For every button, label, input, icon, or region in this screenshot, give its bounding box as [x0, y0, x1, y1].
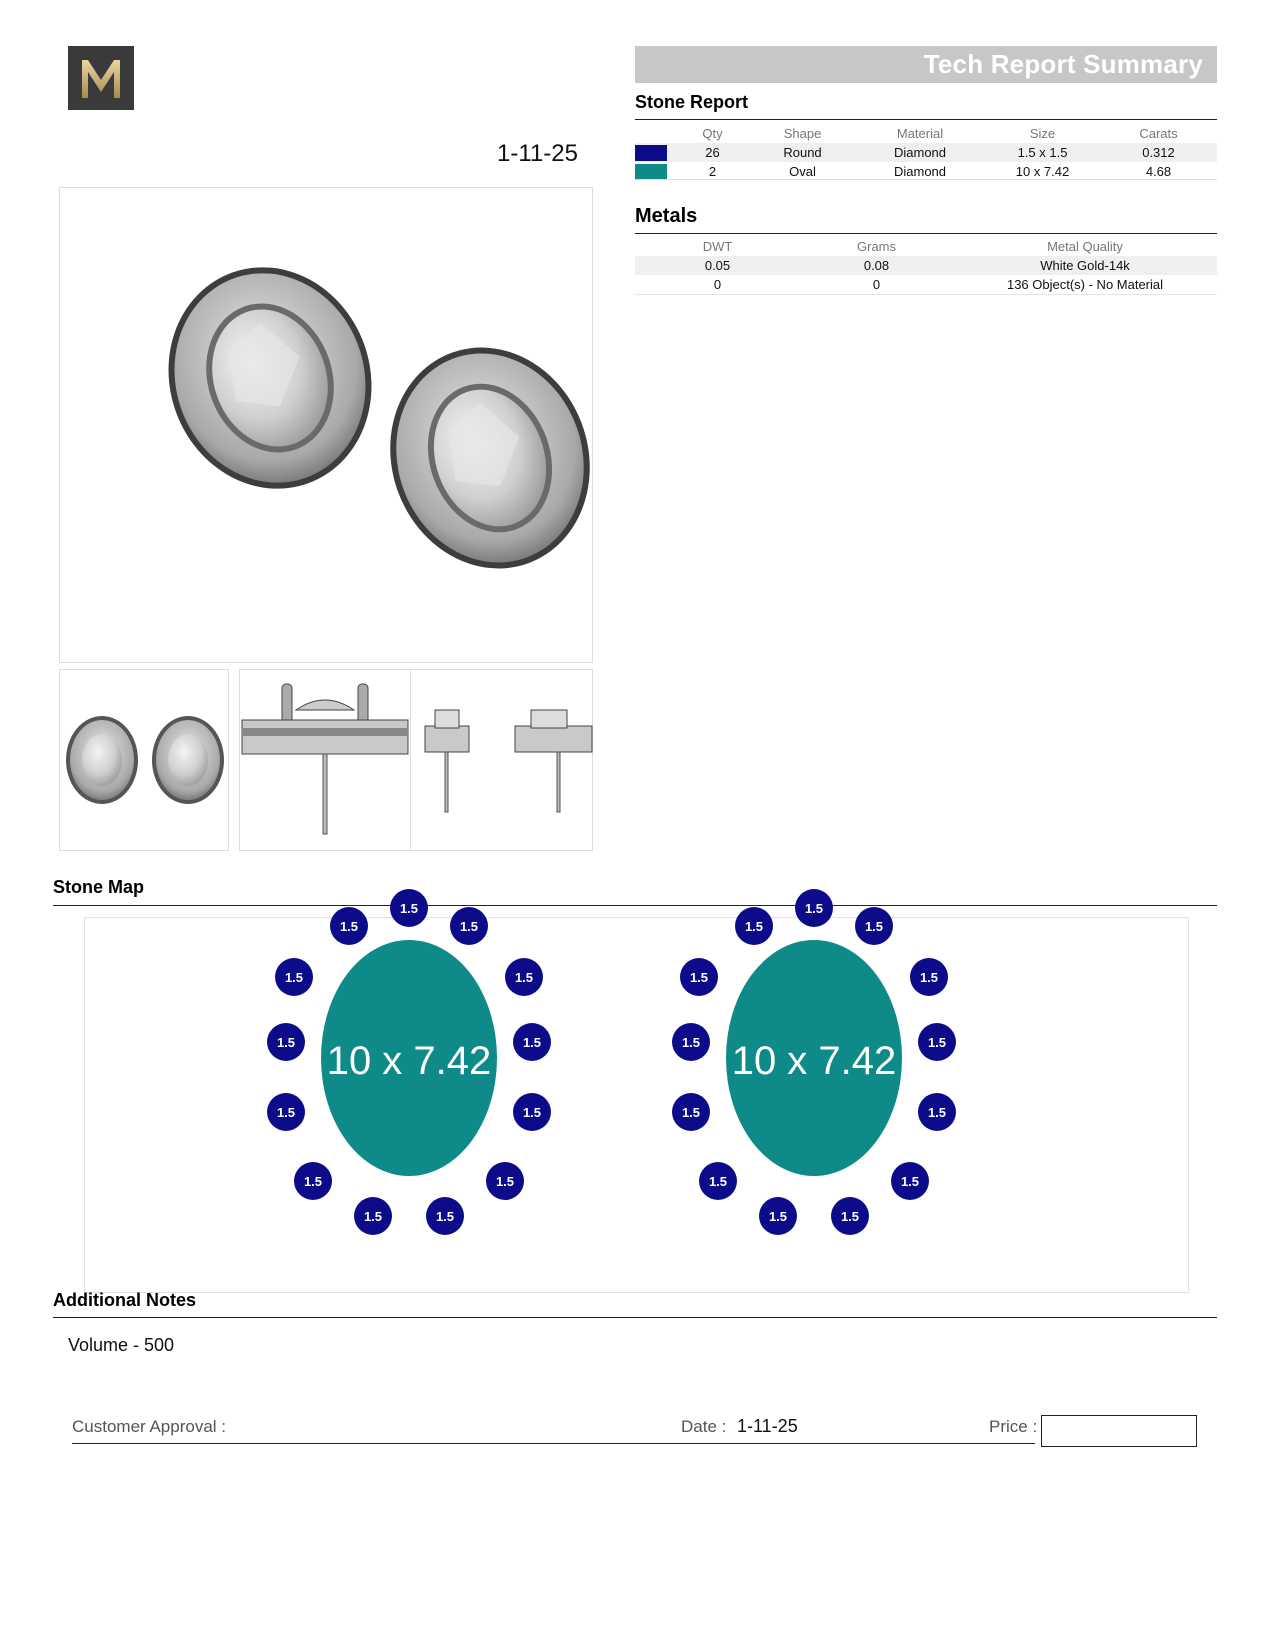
stone-color-swatch: [635, 145, 667, 161]
stone-size: 10 x 7.42: [1015, 164, 1070, 179]
round-stone-label: 1.5: [768, 1209, 788, 1224]
metal-grams: 0.08: [800, 256, 953, 275]
round-stone-label: 1.5: [363, 1209, 383, 1224]
stone-map-divider: [53, 905, 1217, 906]
notes-title: Additional Notes: [53, 1290, 196, 1310]
date-label: Date :: [681, 1417, 727, 1436]
stone-carats: 4.68: [1145, 164, 1172, 179]
company-logo: [68, 46, 134, 110]
earring-stone-group: [267, 889, 551, 1235]
approval-signature-line: [72, 1443, 1035, 1444]
round-stone-label: 1.5: [708, 1174, 728, 1189]
column-header: Carats: [1139, 125, 1178, 141]
logo-m-icon: [78, 56, 124, 100]
stone-report-divider: [635, 119, 1217, 120]
stone-report-title: Stone Report: [635, 92, 749, 112]
report-date: 1-11-25: [497, 140, 578, 167]
stone-size: 1.5 x 1.5: [985, 143, 1100, 162]
customer-approval-label: Customer Approval :: [72, 1417, 227, 1436]
round-stone-label: 1.5: [303, 1174, 323, 1189]
column-header: Material: [896, 125, 944, 141]
earring-stone-group: [672, 889, 956, 1235]
earrings-render-icon: [60, 188, 592, 662]
table-row: [635, 275, 1217, 294]
round-stone-label: 1.5: [522, 1035, 542, 1050]
round-stone-label: 1.5: [522, 1105, 542, 1120]
round-stone-label: 1.5: [744, 919, 764, 934]
stone-material: Diamond: [855, 143, 985, 162]
column-header: DWT: [702, 238, 733, 254]
stone-shape: Round: [750, 143, 855, 162]
report-title: Tech Report Summary: [923, 49, 1203, 79]
metal-quality: White Gold-14k: [953, 256, 1217, 275]
column-header: Grams: [857, 238, 896, 254]
table-bottom-rule: [635, 294, 1217, 295]
center-stone-label: 10 x 7.42: [731, 1039, 897, 1083]
price-input[interactable]: [1041, 1415, 1197, 1447]
earring-profile-icon: [411, 670, 592, 850]
table-row: [635, 143, 1217, 162]
column-header: Qty: [702, 125, 723, 141]
table-bottom-rule: [635, 179, 1217, 180]
approval-date-value: 1-11-25: [737, 1416, 798, 1436]
metal-quality: 136 Object(s) - No Material: [1006, 277, 1164, 292]
round-stone-label: 1.5: [927, 1035, 947, 1050]
round-stone-label: 1.5: [276, 1035, 296, 1050]
stone-qty: 26: [675, 143, 750, 162]
round-stone-label: 1.5: [514, 970, 534, 985]
stone-carats: 0.312: [1100, 143, 1217, 162]
title-bar: [635, 46, 1217, 83]
round-stone-label: 1.5: [459, 919, 479, 934]
round-stone-label: 1.5: [689, 970, 709, 985]
stone-map-title: Stone Map: [53, 877, 145, 897]
metals-divider: [635, 233, 1217, 234]
round-stone-label: 1.5: [339, 919, 359, 934]
thumbnail-front-view: [59, 669, 229, 851]
stone-map-diagram: [85, 901, 1188, 1292]
stone-map-panel: [84, 901, 1189, 1293]
round-stone-label: 1.5: [495, 1174, 515, 1189]
price-label: Price :: [989, 1417, 1038, 1436]
column-header: Shape: [783, 125, 822, 141]
round-stone-label: 1.5: [399, 901, 419, 916]
stone-material: Diamond: [893, 164, 947, 179]
notes-divider: [53, 1317, 1217, 1318]
round-stone-label: 1.5: [681, 1035, 701, 1050]
round-stone-label: 1.5: [919, 970, 939, 985]
round-stone-label: 1.5: [900, 1174, 920, 1189]
round-stone-label: 1.5: [681, 1105, 701, 1120]
table-header-row: [635, 236, 1217, 256]
thumbnail-profile-view: [410, 669, 593, 851]
earring-side-icon: [240, 670, 410, 850]
notes-text: Volume - 500: [68, 1335, 175, 1355]
round-stone-label: 1.5: [927, 1105, 947, 1120]
metal-dwt: 0.05: [635, 256, 800, 275]
earring-front-icon: [60, 670, 228, 850]
round-stone-label: 1.5: [864, 919, 884, 934]
stone-report-table: [635, 123, 1217, 181]
round-stone-label: 1.5: [284, 970, 304, 985]
column-header: Metal Quality: [1047, 238, 1123, 254]
column-header: Size: [1029, 125, 1056, 141]
metal-dwt: 0: [713, 277, 722, 292]
round-stone-label: 1.5: [840, 1209, 860, 1224]
round-stone-label: 1.5: [435, 1209, 455, 1224]
round-stone-label: 1.5: [804, 901, 824, 916]
table-header-row: [635, 123, 1217, 143]
metals-table: [635, 236, 1217, 294]
metal-grams: 0: [872, 277, 881, 292]
round-stone-label: 1.5: [276, 1105, 296, 1120]
main-render-image: [59, 187, 593, 663]
stone-shape: Oval: [789, 164, 816, 179]
center-stone-label: 10 x 7.42: [326, 1039, 492, 1083]
metals-title: Metals: [635, 205, 698, 227]
thumbnail-side-view: [239, 669, 411, 851]
stone-qty: 2: [708, 164, 717, 179]
table-row: [635, 256, 1217, 275]
stone-color-swatch: [635, 164, 667, 180]
